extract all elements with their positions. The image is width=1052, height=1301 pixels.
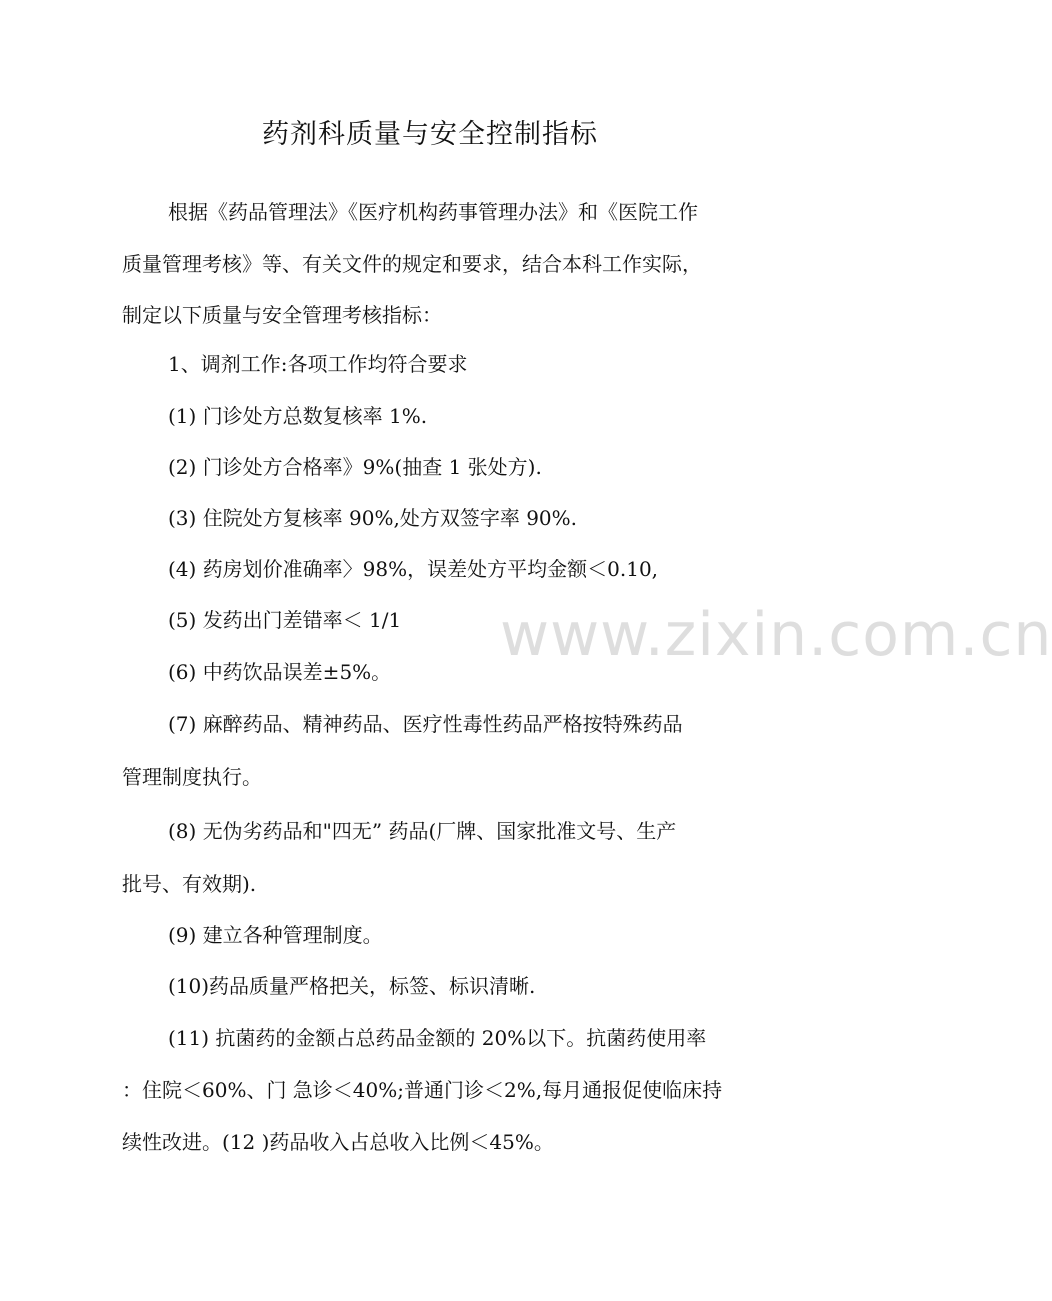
item-3: (3) 住院处方复核率 90%,处方双签字率 90%. <box>168 506 578 530</box>
item-11: (11) 抗菌药的金额占总药品金额的 20%以下。抗菌药使用率 <box>168 1026 707 1050</box>
section-heading-dispensing: 1、调剂工作:各项工作均符合要求 <box>168 352 468 376</box>
item-11-continued-2: 续性改进。(12 )药品收入占总收入比例＜45%。 <box>122 1130 554 1154</box>
item-9: (9) 建立各种管理制度。 <box>168 923 383 947</box>
item-6: (6) 中药饮品误差±5%。 <box>168 660 392 684</box>
intro-line-1: 根据《药品管理法》《医疗机构药事管理办法》和《医院工作 <box>168 200 698 224</box>
item-7: (7) 麻醉药品、精神药品、医疗性毒性药品严格按特殊药品 <box>168 712 683 736</box>
item-10: (10)药品质量严格把关，标签、标识清晰. <box>168 974 536 998</box>
item-7-continued: 管理制度执行。 <box>122 765 262 789</box>
item-5: (5) 发药出门差错率＜ 1/1 <box>168 608 402 632</box>
intro-line-3: 制定以下质量与安全管理考核指标： <box>122 303 442 327</box>
document-title: 药剂科质量与安全控制指标 <box>262 119 598 150</box>
item-2: (2) 门诊处方合格率》9%(抽查 1 张处方). <box>168 455 542 479</box>
item-8-continued: 批号、有效期). <box>122 872 257 896</box>
intro-line-2: 质量管理考核》等、有关文件的规定和要求，结合本科工作实际， <box>122 252 702 276</box>
watermark: www.zixin.com.cn <box>500 600 1052 670</box>
item-11-continued-1: ：住院＜60%、门 急诊＜40%;普通门诊＜2%,每月通报促使临床持 <box>122 1078 723 1102</box>
item-8: (8) 无伪劣药品和"四无” 药品(厂牌、国家批准文号、生产 <box>168 819 677 843</box>
item-1: (1) 门诊处方总数复核率 1%. <box>168 404 428 428</box>
item-4: (4) 药房划价准确率〉98%，误差处方平均金额＜0.10, <box>168 557 659 581</box>
